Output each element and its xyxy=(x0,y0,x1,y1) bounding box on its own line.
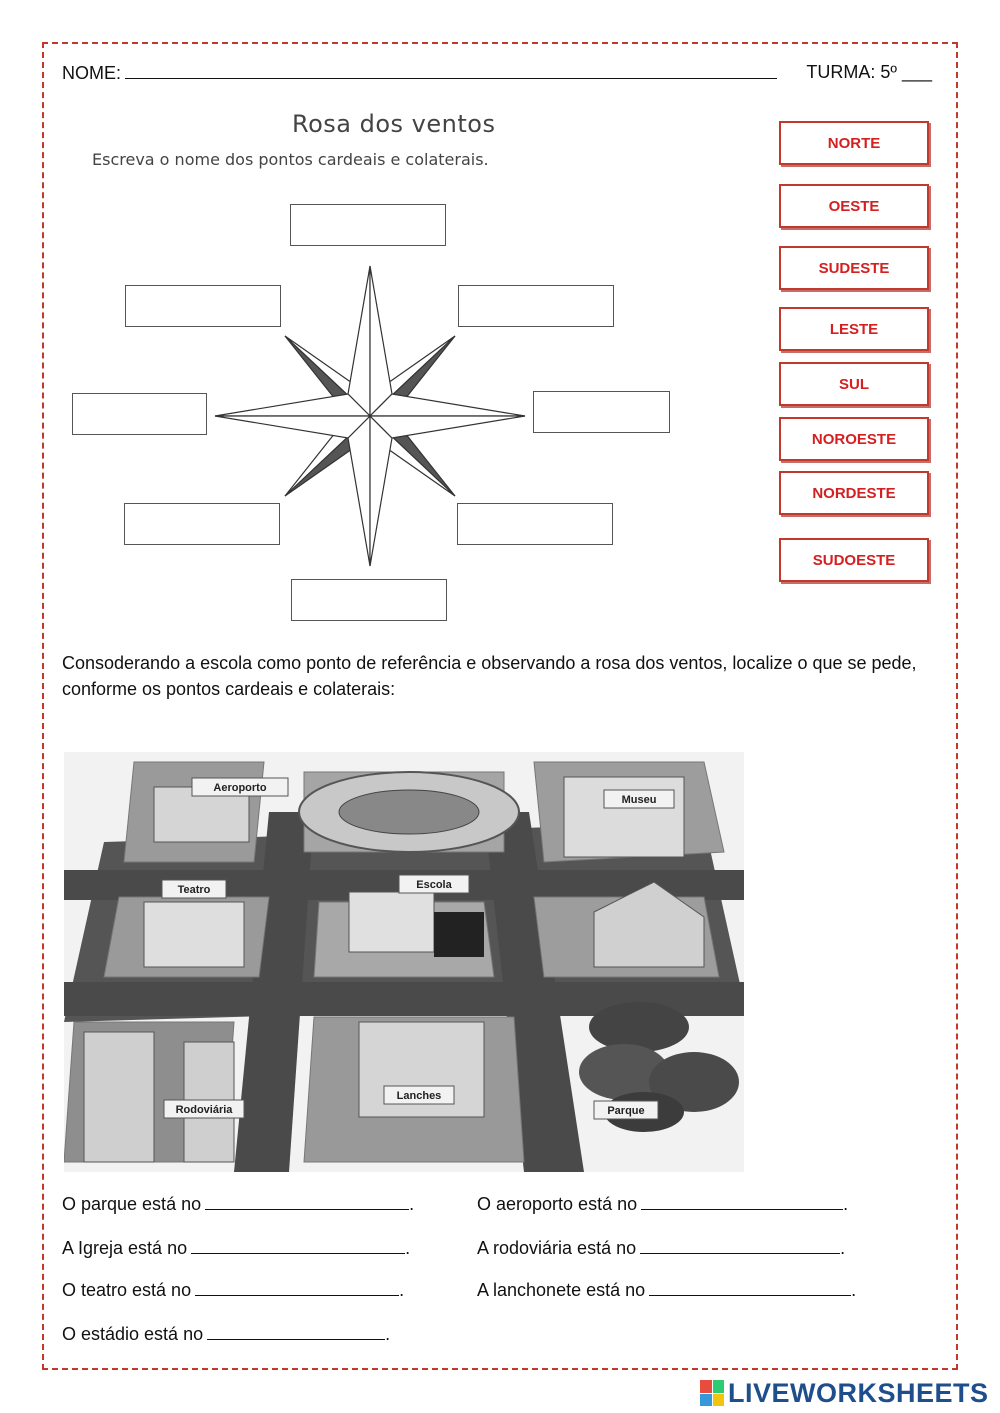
answer-line-estadio[interactable] xyxy=(207,1325,385,1340)
rose-point-n xyxy=(348,266,370,416)
answer-box-north[interactable] xyxy=(290,204,446,246)
answer-line-lanchonete[interactable] xyxy=(649,1281,851,1296)
map-label-museu: Museu xyxy=(621,794,657,806)
option-sudoeste[interactable]: SUDOESTE xyxy=(779,538,929,582)
map-label-teatro: Teatro xyxy=(177,884,211,896)
class-label: TURMA: 5º ___ xyxy=(806,62,932,82)
question-parque: O parque está no . xyxy=(62,1194,415,1214)
option-nordeste[interactable]: NORDESTE xyxy=(779,471,929,515)
logo-text: LIVEWORKSHEETS xyxy=(728,1377,989,1408)
answer-box-south[interactable] xyxy=(291,579,447,621)
instruction-paragraph: Consoderando a escola como ponto de referência e observando a rosa dos ventos, localize o que se pede, conforme os pontos cardeais e colaterais: xyxy=(62,653,917,699)
question-estadio: O estádio está no . xyxy=(62,1324,391,1344)
answer-box-west[interactable] xyxy=(72,393,207,435)
logo-icon xyxy=(700,1380,724,1406)
option-leste[interactable]: LESTE xyxy=(779,307,929,351)
rose-title: Rosa dos ventos xyxy=(292,110,496,138)
map-label-rodoviaria: Rodoviária xyxy=(175,1104,233,1116)
question-igreja: A Igreja está no . xyxy=(62,1238,411,1258)
answer-line-parque[interactable] xyxy=(205,1195,409,1210)
liveworksheets-logo xyxy=(700,1378,989,1408)
question-rodoviaria: A rodoviária está no . xyxy=(477,1238,846,1258)
name-field[interactable] xyxy=(125,62,777,79)
answer-line-aeroporto[interactable] xyxy=(641,1195,843,1210)
question-teatro: O teatro está no . xyxy=(62,1280,405,1300)
answer-line-igreja[interactable] xyxy=(191,1239,405,1254)
answer-line-teatro[interactable] xyxy=(195,1281,399,1296)
answer-line-rodoviaria[interactable] xyxy=(640,1239,840,1254)
answer-box-southwest[interactable] xyxy=(124,503,280,545)
option-noroeste[interactable]: NOROESTE xyxy=(779,417,929,461)
question-aeroporto: O aeroporto está no . xyxy=(477,1194,849,1214)
answer-box-northwest[interactable] xyxy=(125,285,281,327)
rose-point-e xyxy=(370,394,525,416)
map-label-lanches: Lanches xyxy=(396,1090,442,1102)
answer-box-southeast[interactable] xyxy=(457,503,613,545)
rose-point-w xyxy=(215,394,370,416)
rose-point-s xyxy=(348,416,370,566)
answer-box-east[interactable] xyxy=(533,391,670,433)
city-map xyxy=(64,752,744,1172)
option-sudeste[interactable]: SUDESTE xyxy=(779,246,929,290)
map-label-escola: Escola xyxy=(416,879,452,891)
rose-instruction: Escreva o nome dos pontos cardeais e colaterais. xyxy=(92,150,489,169)
option-sul[interactable]: SUL xyxy=(779,362,929,406)
question-lanchonete: A lanchonete está no . xyxy=(477,1280,857,1300)
option-norte[interactable]: NORTE xyxy=(779,121,929,165)
header xyxy=(62,62,932,84)
map-label-aeroporto: Aeroporto xyxy=(213,782,267,794)
name-label: NOME: xyxy=(62,63,122,83)
option-oeste[interactable]: OESTE xyxy=(779,184,929,228)
map-label-parque: Parque xyxy=(607,1105,645,1117)
answer-box-northeast[interactable] xyxy=(458,285,614,327)
